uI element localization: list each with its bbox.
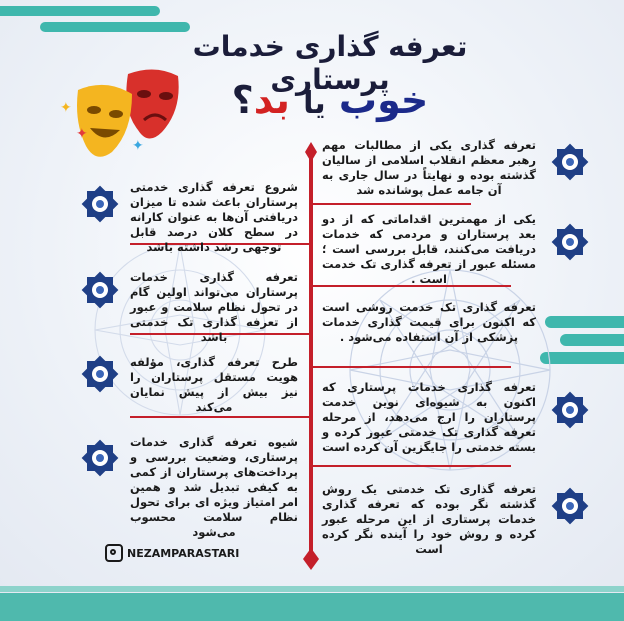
right-item-4: تعرفه گذاری خدمات پرستاری که اکنون به شیوه‌ای نوین خدمت پرستاران را ارج می‌دهد، از مرحله تعرفه گذاری تک خدمتی عبور کرده و بسته خدمتی را جایگزین آن کرده است: [322, 380, 536, 454]
subtitle-question: ؟: [231, 78, 254, 122]
timeline-spine: [309, 155, 313, 555]
left-item-3: طرح تعرفه گذاری، مؤلفه هویت مستقل پرستاران را نیز بیش از پیش نمایان می‌کند: [130, 355, 298, 414]
timeline-bottom-ornament: [299, 548, 323, 570]
star-ornament-icon: [548, 484, 592, 528]
star-ornament-icon: [78, 182, 122, 226]
bottom-band: [0, 593, 624, 621]
instagram-handle-text: NEZAMPARASTARI: [127, 546, 240, 560]
right-item-2: یکی از مهمترین اقداماتی که از دو بعد پرستاران و مردمی که خدمات دریافت می‌کنند، قابل بررسی است ؛ مسئله عبور از تعرفه گذاری تک خدمت است .: [322, 212, 536, 286]
connector-line: [311, 203, 471, 205]
connector-line: [311, 465, 511, 467]
star-ornament-icon: [78, 436, 122, 480]
right-item-3: تعرفه گذاری تک خدمت روشی است که اکنون برای قیمت گذاری خدمات پزشکی از آن استفاده می‌شود .: [322, 300, 536, 344]
left-item-2: تعرفه گذاری خدمات پرستاران می‌تواند اولین گام در تحول نظام سلامت و عبور از تعرفه گذاری تک خدمتی باشد: [130, 270, 298, 344]
instagram-icon: [105, 544, 123, 562]
sparkle-icon: ✦: [60, 100, 72, 116]
sparkle-icon: ✦: [76, 126, 88, 142]
left-item-1: شروع تعرفه گذاری خدمتی پرستاران باعث شده تا میزان دریافتی آن‌ها به عنوان کارانه در سطح کلان درصد قابل توجهی رشد داشته باشد: [130, 180, 298, 254]
subtitle-good: خوب: [338, 78, 429, 122]
star-ornament-icon: [78, 352, 122, 396]
page-title: تعرفه گذاری خدمات پرستاری: [192, 30, 468, 96]
right-item-5: تعرفه گذاری تک خدمتی یک روش گذشته نگر بوده که تعرفه گذاری خدمات پرستاری از این مرحله عبور کرده و روش خود را آینده نگر کرده است: [322, 482, 536, 556]
connector-line: [130, 416, 311, 418]
sparkle-icon: ✦: [132, 138, 144, 154]
instagram-handle[interactable]: [105, 544, 239, 562]
connector-line: [311, 366, 511, 368]
star-ornament-icon: [548, 220, 592, 264]
star-ornament-icon: [548, 388, 592, 432]
left-item-4: شیوه تعرفه گذاری خدمات پرستاری، وضعیت بررسی و پرداخت‌های پرستاران از کمی به کیفی تبدیل شد و همین امر امتیاز ویژه ای برای تحول نظام سلامت محسوب می‌شود: [130, 435, 298, 539]
bottom-band-light: [0, 586, 624, 592]
star-ornament-icon: [548, 140, 592, 184]
subtitle-or: یا: [303, 86, 326, 121]
right-item-1: تعرفه گذاری یکی از مطالبات مهم رهبر معظم انقلاب اسلامی از سالیان گذشته بوده و نهایتاً در سال جاری به آن جامه عمل پوشانده شد: [322, 138, 536, 197]
decor-stripe: [0, 6, 160, 16]
subtitle-bad: بد: [253, 78, 290, 122]
star-ornament-icon: [78, 268, 122, 312]
page-subtitle: [160, 78, 500, 122]
